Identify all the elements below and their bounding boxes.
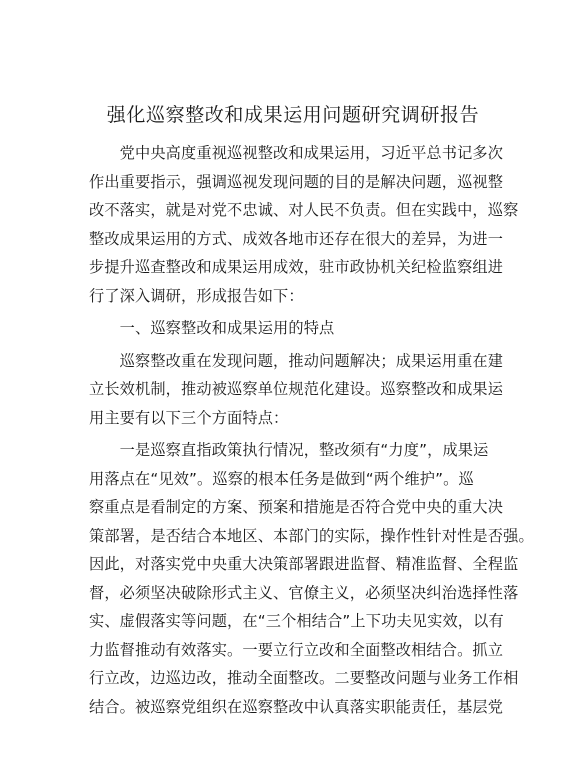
paragraph-line: 行立改，边巡边改，推动全面整改。二要整改问题与业务工作相	[89, 669, 519, 687]
paragraph-line: 立长效机制，推动被巡察单位规范化建设。巡察整改和成果运	[89, 380, 504, 398]
paragraph-line: 策部署，是否结合本地区、本部门的实际，操作性针对性是否强。	[89, 526, 534, 545]
paragraph-line: 结合。被巡察党组织在巡察整改中认真落实职能责任，基层党	[89, 697, 504, 716]
paragraph-line: 行了深入调研，形成报告如下：	[89, 286, 304, 305]
document-body	[89, 139, 534, 721]
section-heading: 一、巡察整改和成果运用的特点	[89, 319, 335, 337]
paragraph-line: 一是巡察直指政策执行情况，整改须有“力度”，成果运	[89, 441, 489, 459]
paragraph-line: 步提升巡查整改和成果运用成效，驻市政协机关纪检监察组进	[89, 258, 504, 276]
paragraph-line: 实、虚假落实等问题，在“三个相结合”上下功夫见实效，以有	[89, 612, 504, 630]
paragraph-line: 督，必须坚决破除形式主义、官僚主义，必须坚决纠治选择性落	[89, 583, 519, 602]
paragraph-line: 巡察整改重在发现问题，推动问题解决；成果运用重在建	[89, 351, 504, 370]
paragraph-line: 改不落实，就是对党不忠诚、对人民不负责。但在实践中，巡察	[89, 201, 519, 219]
paragraph-line: 作出重要指示，强调巡视发现问题的目的是解决问题，巡视整	[89, 172, 504, 191]
paragraph-line: 用主要有以下三个方面特点：	[89, 408, 289, 427]
paragraph-line: 力监督推动有效落实。一要立行立改和全面整改相结合。抓立	[89, 640, 504, 659]
paragraph-line: 用落点在“见效”。巡察的根本任务是做到“两个维护”。巡	[89, 469, 474, 488]
paragraph-line: 察重点是看制定的方案、预案和措施是否符合党中央的重大决	[89, 498, 504, 516]
paragraph-line: 因此，对落实党中央重大决策部署跟进监督、精准监督、全程监	[89, 555, 519, 573]
paragraph-line: 党中央高度重视巡视整改和成果运用，习近平总书记多次	[89, 144, 504, 162]
paragraph-line: 整改成果运用的方式、成效各地市还存在很大的差异，为进一	[89, 229, 504, 248]
document-title: 强化巡察整改和成果运用问题研究调研报告	[106, 104, 480, 126]
